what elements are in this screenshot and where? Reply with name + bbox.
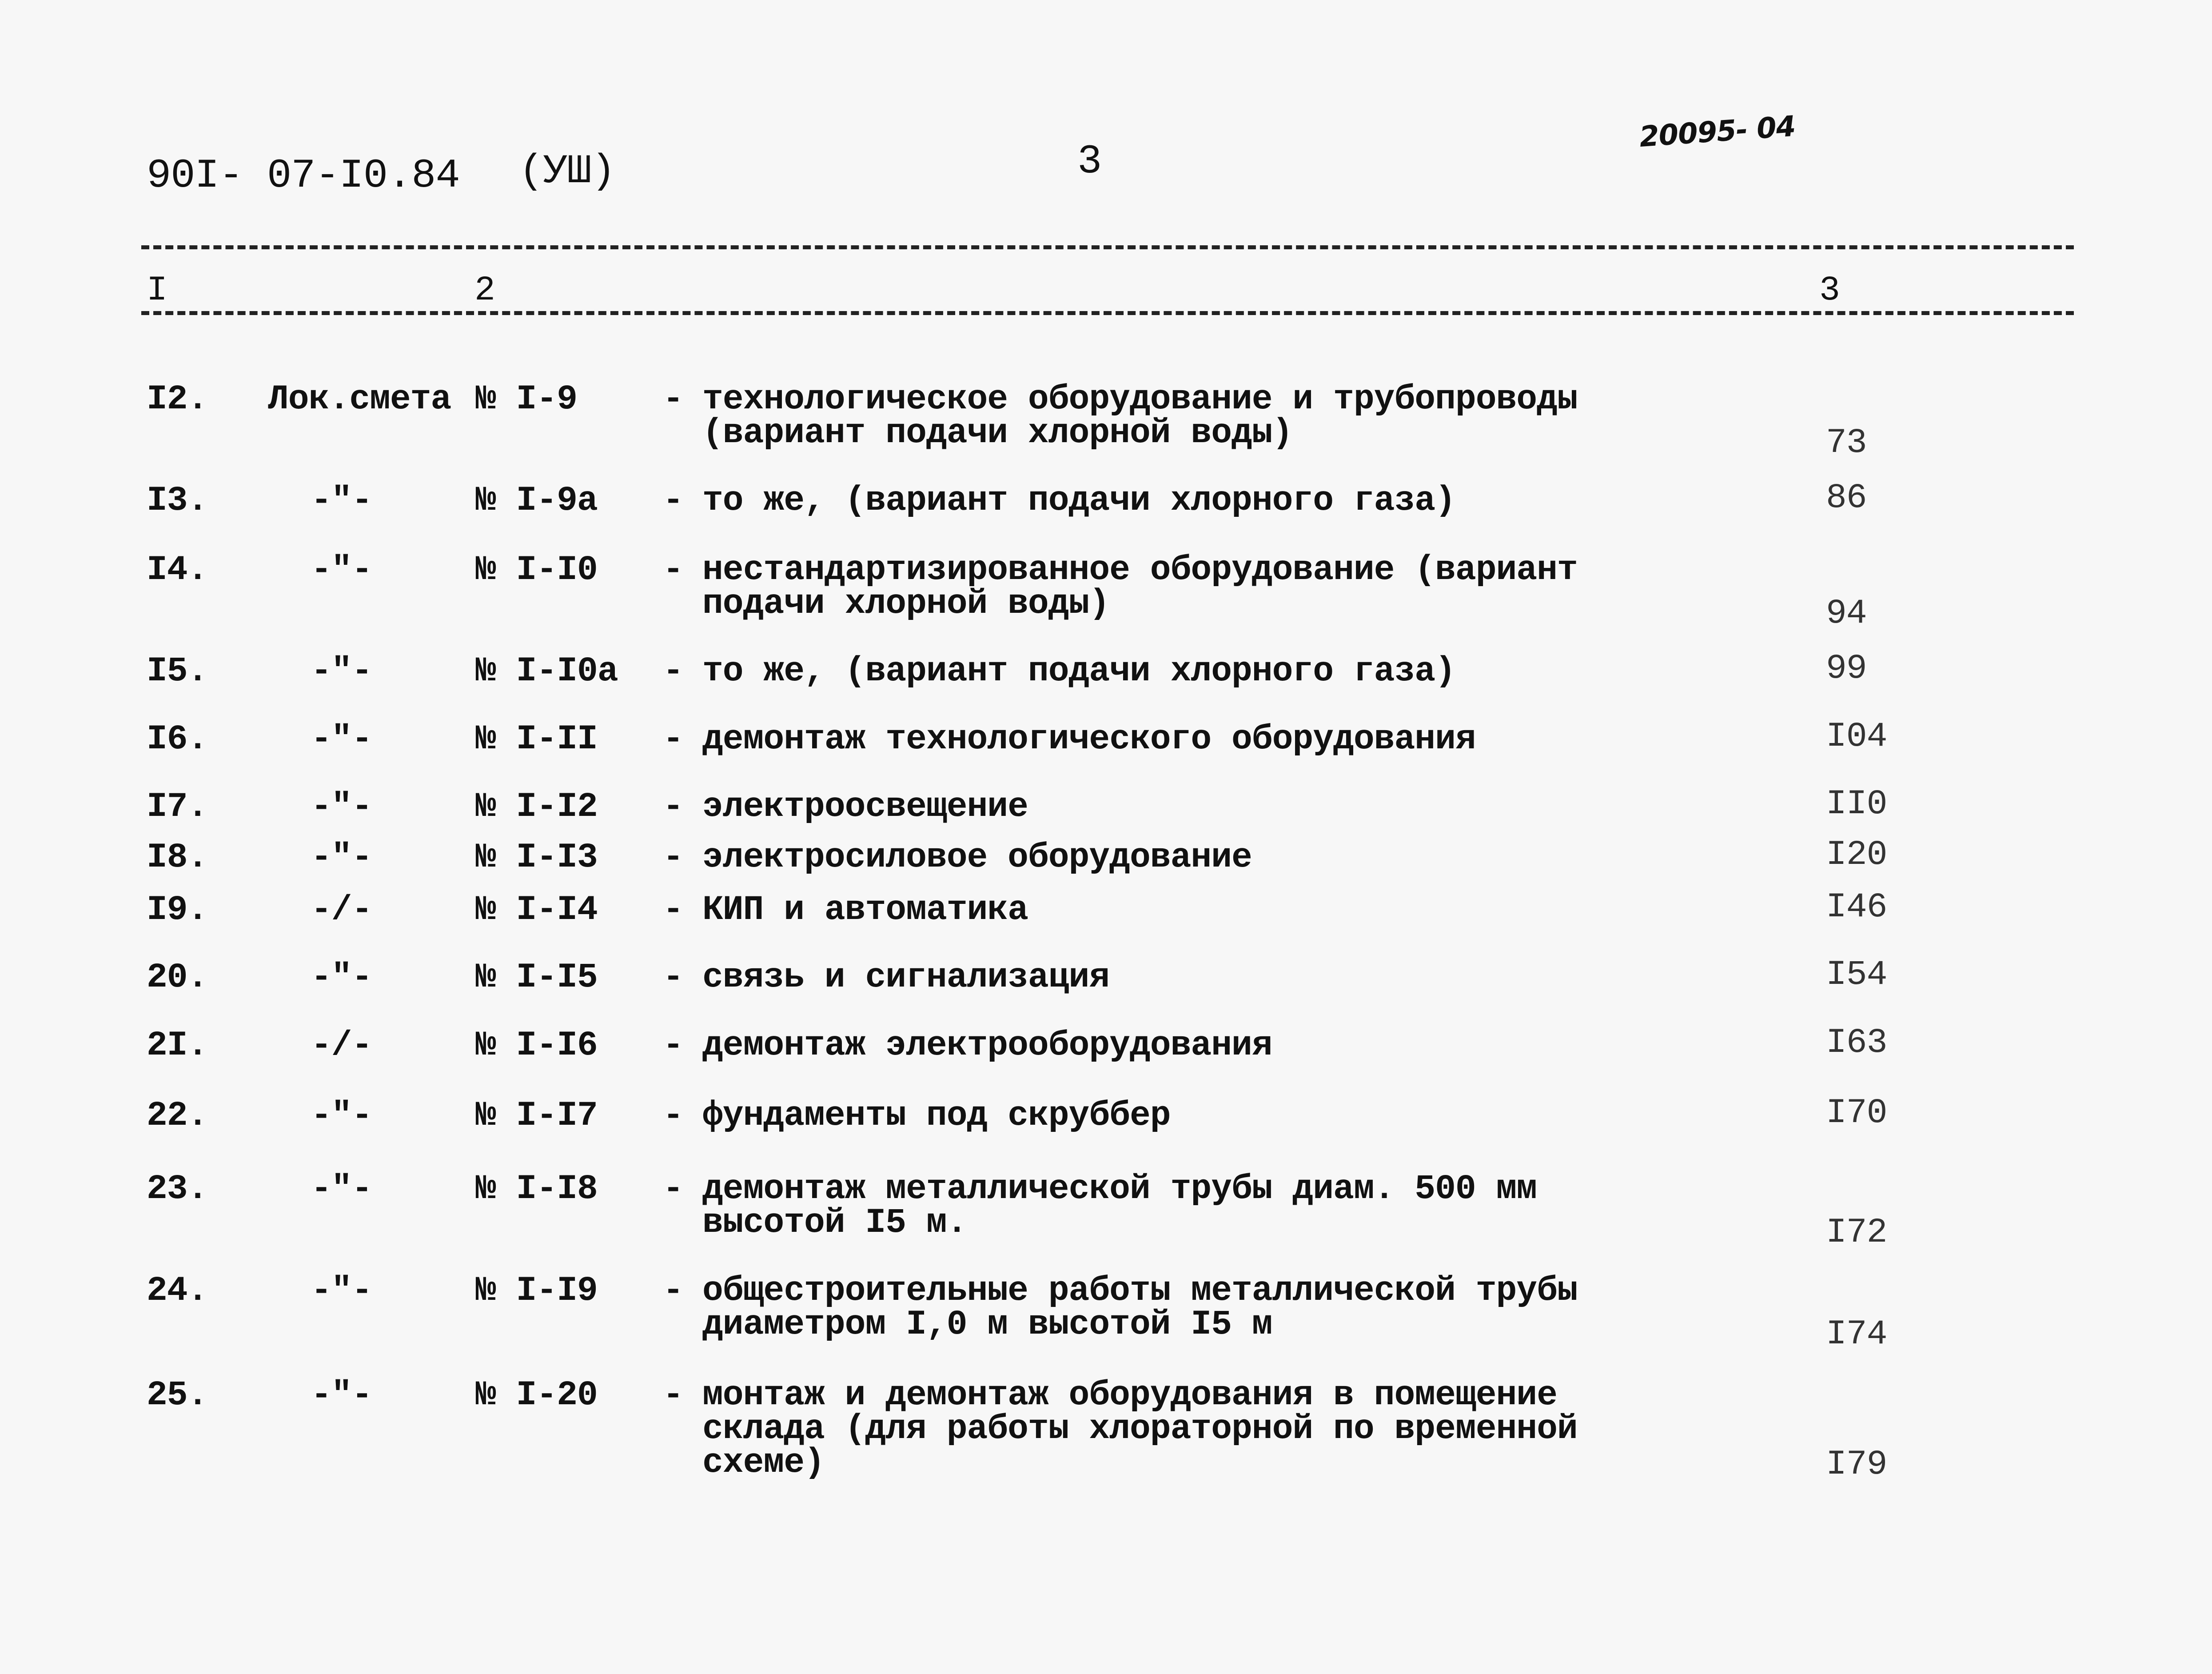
row-description: общестроительные работы металлической трубы xyxy=(702,1271,1578,1310)
page-reference: I63 xyxy=(1826,1023,1887,1063)
row-number: I7. xyxy=(147,787,208,827)
estimate-code: № I-I8 xyxy=(475,1170,598,1209)
dash-separator: - xyxy=(663,1096,683,1135)
column-header-1: I xyxy=(147,271,167,310)
row-number: I3. xyxy=(147,481,208,520)
page-reference: I46 xyxy=(1826,888,1887,927)
dash-separator: - xyxy=(663,891,683,930)
row-description: КИП и автоматика xyxy=(702,891,1028,930)
divider-top xyxy=(141,245,2074,249)
estimate-code: № I-20 xyxy=(475,1376,598,1415)
estimate-type: -/- xyxy=(311,891,372,930)
divider-bottom xyxy=(141,311,2074,315)
estimate-type: -"- xyxy=(311,481,372,520)
page-reference: I79 xyxy=(1826,1445,1887,1484)
estimate-type: -"- xyxy=(311,720,372,759)
document-code: 90I- 07-I0.84 xyxy=(147,152,460,199)
estimate-type: -"- xyxy=(311,838,372,877)
row-description: монтаж и демонтаж оборудования в помещение xyxy=(702,1376,1557,1415)
row-number: 2I. xyxy=(147,1026,208,1065)
row-number: 24. xyxy=(147,1271,208,1310)
row-number: I4. xyxy=(147,551,208,590)
estimate-code: № I-I0 xyxy=(475,551,598,590)
row-description: электроосвещение xyxy=(702,787,1028,827)
page-reference: I04 xyxy=(1826,717,1887,756)
estimate-type: -"- xyxy=(311,551,372,590)
estimate-code: № I-II xyxy=(475,720,598,759)
row-description: подачи хлорной воды) xyxy=(702,584,1110,623)
row-description: диаметром I,0 м высотой I5 м xyxy=(702,1305,1272,1344)
row-number: 23. xyxy=(147,1170,208,1209)
estimate-type: -"- xyxy=(311,1271,372,1310)
estimate-code: № I-I5 xyxy=(475,958,598,997)
row-description: склада (для работы хлораторной по временной xyxy=(702,1410,1578,1449)
dash-separator: - xyxy=(663,481,683,520)
page-reference: 99 xyxy=(1826,649,1867,688)
volume-label: (УШ) xyxy=(519,148,615,195)
column-header-3: 3 xyxy=(1819,271,1840,310)
estimate-code: № I-I0а xyxy=(475,652,618,691)
row-description: демонтаж металлической трубы диам. 500 мм xyxy=(702,1170,1537,1209)
dash-separator: - xyxy=(663,787,683,827)
row-number: I8. xyxy=(147,838,208,877)
row-number: 20. xyxy=(147,958,208,997)
estimate-type: -"- xyxy=(311,1376,372,1415)
estimate-code: № I-I7 xyxy=(475,1096,598,1135)
column-header-2: 2 xyxy=(474,271,495,310)
estimate-type: -"- xyxy=(311,787,372,827)
row-description: то же, (вариант подачи хлорного газа) xyxy=(702,652,1455,691)
row-description: высотой I5 м. xyxy=(702,1203,967,1243)
page-reference: I54 xyxy=(1826,955,1887,995)
estimate-type: Лок.смета xyxy=(268,380,451,419)
page-reference: I70 xyxy=(1826,1094,1887,1133)
row-description: нестандартизированное оборудование (вариант xyxy=(702,551,1578,590)
row-description: (вариант подачи хлорной воды) xyxy=(702,414,1293,453)
estimate-code: № I-I4 xyxy=(475,891,598,930)
row-description: фундаменты под скруббер xyxy=(702,1096,1171,1135)
dash-separator: - xyxy=(663,1376,683,1415)
row-number: 22. xyxy=(147,1096,208,1135)
estimate-code: № I-I3 xyxy=(475,838,598,877)
page-number: 3 xyxy=(1077,138,1102,185)
row-description: связь и сигнализация xyxy=(702,958,1110,997)
estimate-code: № I-I2 xyxy=(475,787,598,827)
page-reference: I74 xyxy=(1826,1315,1887,1354)
page-reference: 73 xyxy=(1826,423,1867,463)
row-number: I5. xyxy=(147,652,208,691)
dash-separator: - xyxy=(663,720,683,759)
estimate-code: № I-9а xyxy=(475,481,598,520)
page-reference: I72 xyxy=(1826,1213,1887,1252)
estimate-code: № I-I9 xyxy=(475,1271,598,1310)
row-description: схеме) xyxy=(702,1443,825,1482)
dash-separator: - xyxy=(663,958,683,997)
dash-separator: - xyxy=(663,838,683,877)
dash-separator: - xyxy=(663,1026,683,1065)
estimate-type: -/- xyxy=(311,1026,372,1065)
dash-separator: - xyxy=(663,652,683,691)
row-number: I2. xyxy=(147,380,208,419)
row-description: то же, (вариант подачи хлорного газа) xyxy=(702,481,1455,520)
estimate-type: -"- xyxy=(311,958,372,997)
row-description: электросиловое оборудование xyxy=(702,838,1252,877)
dash-separator: - xyxy=(663,551,683,590)
estimate-type: -"- xyxy=(311,1170,372,1209)
page-reference: 94 xyxy=(1826,594,1867,633)
row-description: демонтаж электрооборудования xyxy=(702,1026,1272,1065)
row-description: технологическое оборудование и трубопроводы xyxy=(702,380,1578,419)
handwritten-code: 20095- 04 xyxy=(1638,110,1797,154)
estimate-code: № I-I6 xyxy=(475,1026,598,1065)
page-reference: 86 xyxy=(1826,479,1867,518)
estimate-type: -"- xyxy=(311,652,372,691)
estimate-code: № I-9 xyxy=(475,380,578,419)
page-reference: II0 xyxy=(1826,785,1887,824)
dash-separator: - xyxy=(663,1271,683,1310)
dash-separator: - xyxy=(663,1170,683,1209)
row-number: I6. xyxy=(147,720,208,759)
dash-separator: - xyxy=(663,380,683,419)
row-description: демонтаж технологического оборудования xyxy=(702,720,1476,759)
page-reference: I20 xyxy=(1826,835,1887,875)
row-number: 25. xyxy=(147,1376,208,1415)
row-number: I9. xyxy=(147,891,208,930)
estimate-type: -"- xyxy=(311,1096,372,1135)
